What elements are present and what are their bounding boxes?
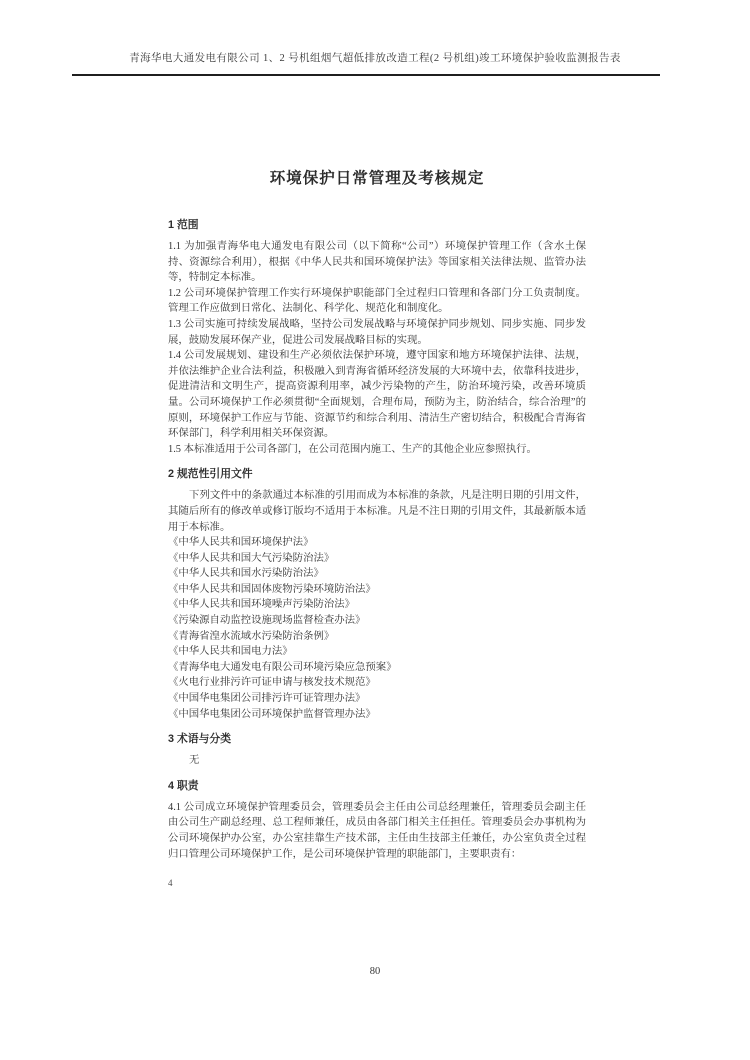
- reference-item: 《中华人民共和国固体废物污染环境防治法》: [168, 583, 376, 595]
- reference-item: 《中国华电集团公司排污许可证管理办法》: [168, 693, 366, 705]
- paragraph: 1.1 为加强青海华电大通发电有限公司（以下简称“公司”）环境保护管理工作（含水土保持、资源综合利用），根据《中华人民共和国环境保护法》等国家相关法律法规、监管办法等，特制定本标准。: [168, 241, 586, 284]
- section-heading: 3 术语与分类: [168, 733, 231, 746]
- paragraph: 1.5 本标准适用于公司各部门，在公司范围内施工、生产的其他企业应参照执行。: [168, 443, 537, 455]
- reference-item: 《中华人民共和国水污染防治法》: [168, 568, 324, 580]
- reference-item: 《污染源自动监控设施现场监督检查办法》: [168, 615, 366, 627]
- reference-item: 《中华人民共和国环境噪声污染防治法》: [168, 599, 356, 611]
- reference-item: 《中华人民共和国电力法》: [168, 646, 293, 658]
- section-heading: 2 规范性引用文件: [168, 468, 253, 481]
- reference-item: 《中华人民共和国大气污染防治法》: [168, 552, 335, 564]
- running-header: 青海华电大通发电有限公司 1、2 号机组烟气超低排放改造工程(2 号机组)竣工环境保护验收监测报告表: [129, 53, 621, 64]
- paragraph: 1.4 公司发展规划、建设和生产必须依法保护环境，遵守国家和地方环境保护法律、法规，并依法维护企业合法利益，积极融入到青海省循环经济发展的大环境中去，依靠科技进步，促进清洁和文明生产，提高资源利用率，减少污染物的产生，防治环境污染，改善环境质量。公司环境保护工作必须贯彻“全面规划，合理布局，预防为主，防治结合，综合治理”的原则，环境保护工作应与节能、资源节约和综合利用、清洁生产密切结合，积极配合青海省环保部门，科学利用相关环保资源。: [168, 350, 586, 440]
- reference-item: 《青海华电大通发电有限公司环境污染应急预案》: [168, 661, 397, 673]
- paragraph: 1.3 公司实施可持续发展战略，坚持公司发展战略与环境保护同步规划、同步实施、同步发展，鼓励发展环保产业，促进公司发展战略目标的实现。: [168, 318, 586, 346]
- paragraph: 1.2 公司环境保护管理工作实行环境保护职能部门全过程归口管理和各部门分工负责制度。管理工作应做到日常化、法制化、科学化、规范化和制度化。: [168, 287, 586, 315]
- document-blocks: [168, 218, 586, 862]
- header-rule: [72, 74, 660, 76]
- reference-item: 《火电行业排污许可证申请与核发技术规范》: [168, 677, 376, 689]
- document-title: 环境保护日常管理及考核规定: [269, 170, 485, 187]
- page-number: 80: [369, 966, 381, 977]
- section-heading: 1 范围: [168, 219, 199, 231]
- paragraph: 无: [189, 755, 200, 767]
- reference-item: 《青海省湟水流域水污染防治条例》: [168, 630, 335, 642]
- reference-item: 《中国华电集团公司环境保护监督管理办法》: [168, 708, 376, 720]
- section-heading: 4 职责: [168, 779, 199, 792]
- paragraph: 下列文件中的条款通过本标准的引用而成为本标准的条款，凡是注明日期的引用文件，其随后所有的修改单或修订版均不适用于本标准。凡是不注日期的引用文件，其最新版本适用于本标准。: [168, 490, 586, 533]
- document-body: [168, 170, 586, 888]
- inner-page-number: 4: [168, 878, 173, 889]
- reference-item: 《中华人民共和国环境保护法》: [168, 537, 314, 549]
- paragraph: 4.1 公司成立环境保护管理委员会，管理委员会主任由公司总经理兼任，管理委员会副主任由公司生产副总经理、总工程师兼任，成员由各部门相关主任担任。管理委员会办事机构为公司环境保护办公室，办公室挂靠生产技术部，主任由生技部主任兼任，办公室负责全过程归口管理公司环境保护工作，是公司环境保护管理的职能部门，主要职责有：: [168, 801, 586, 860]
